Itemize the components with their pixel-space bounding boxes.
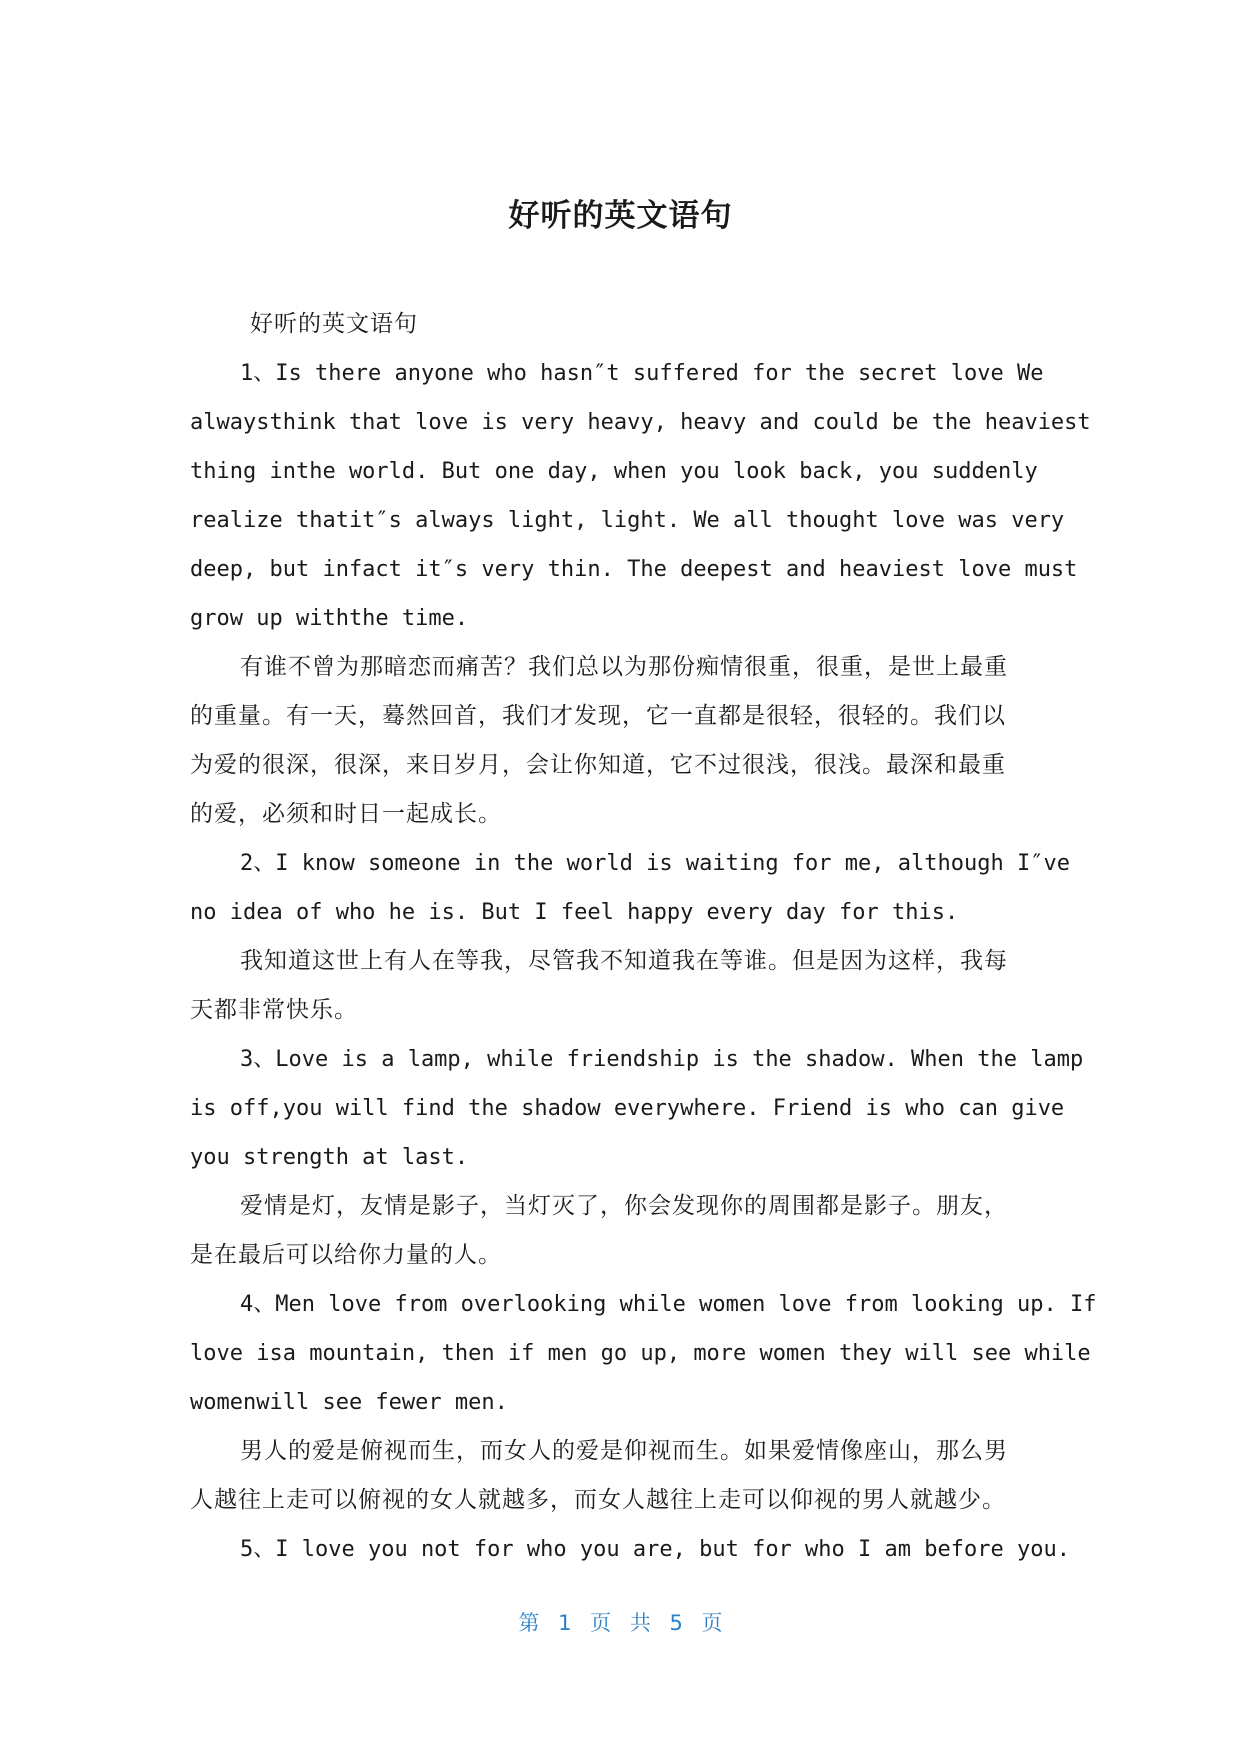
text-line: no idea of who he is. But I feel happy every day for this.	[190, 900, 959, 925]
text-line: realize thatit″s always light, light. We all thought love was very	[190, 508, 1065, 533]
text-line: deep, but infact it″s very thin. The deepest and heaviest love must	[190, 557, 1078, 582]
text-line: 我知道这世上有人在等我，尽管我不知道我在等谁。但是因为这样，我每	[240, 948, 1008, 974]
text-line: womenwill see fewer men.	[190, 1390, 508, 1415]
text-line: thing inthe world. But one day, when you look back, you suddenly	[190, 459, 1038, 484]
text-line: 4、Men love from overlooking while women love from looking up. If	[240, 1292, 1097, 1317]
text-line: 男人的爱是俯视而生，而女人的爱是仰视而生。如果爱情像座山，那么男	[240, 1438, 1008, 1464]
text-line: 有谁不曾为那暗恋而痛苦？我们总以为那份痴情很重，很重，是世上最重	[240, 654, 1008, 680]
page-number-footer: 第 1 页 共 5 页	[518, 1611, 723, 1635]
text-line: 3、Love is a lamp, while friendship is the shadow. When the lamp	[240, 1047, 1084, 1072]
text-line: you strength at last.	[190, 1145, 469, 1170]
text-line: 1、Is there anyone who hasn″t suffered for the secret love We	[240, 361, 1044, 386]
text-line: 的爱，必须和时日一起成长。	[190, 801, 502, 827]
text-line: 天都非常快乐。	[190, 997, 358, 1023]
text-line: 的重量。有一天，蓦然回首，我们才发现，它一直都是很轻，很轻的。我们以	[190, 703, 1006, 729]
text-line: 为爱的很深，很深，来日岁月，会让你知道，它不过很浅，很浅。最深和最重	[190, 752, 1006, 778]
text-line: 好听的英文语句	[250, 311, 418, 337]
text-line: 爱情是灯，友情是影子，当灯灭了，你会发现你的周围都是影子。朋友，	[240, 1193, 1008, 1219]
text-line: 人越往上走可以俯视的女人就越多，而女人越往上走可以仰视的男人就越少。	[190, 1487, 1006, 1513]
text-line: 5、I love you not for who you are, but for who I am before you.	[240, 1537, 1070, 1562]
text-line: is off,you will find the shadow everywhere. Friend is who can give	[190, 1096, 1065, 1121]
document-title: 好听的英文语句	[508, 198, 733, 234]
text-line: 2、I know someone in the world is waiting for me, although I″ve	[240, 851, 1070, 876]
text-line: grow up withthe time.	[190, 606, 469, 631]
text-line: 是在最后可以给你力量的人。	[190, 1242, 502, 1268]
document-body	[190, 300, 1097, 1574]
text-line: love isa mountain, then if men go up, more women they will see while	[190, 1341, 1091, 1366]
text-line: alwaysthink that love is very heavy, heavy and could be the heaviest	[190, 410, 1091, 435]
